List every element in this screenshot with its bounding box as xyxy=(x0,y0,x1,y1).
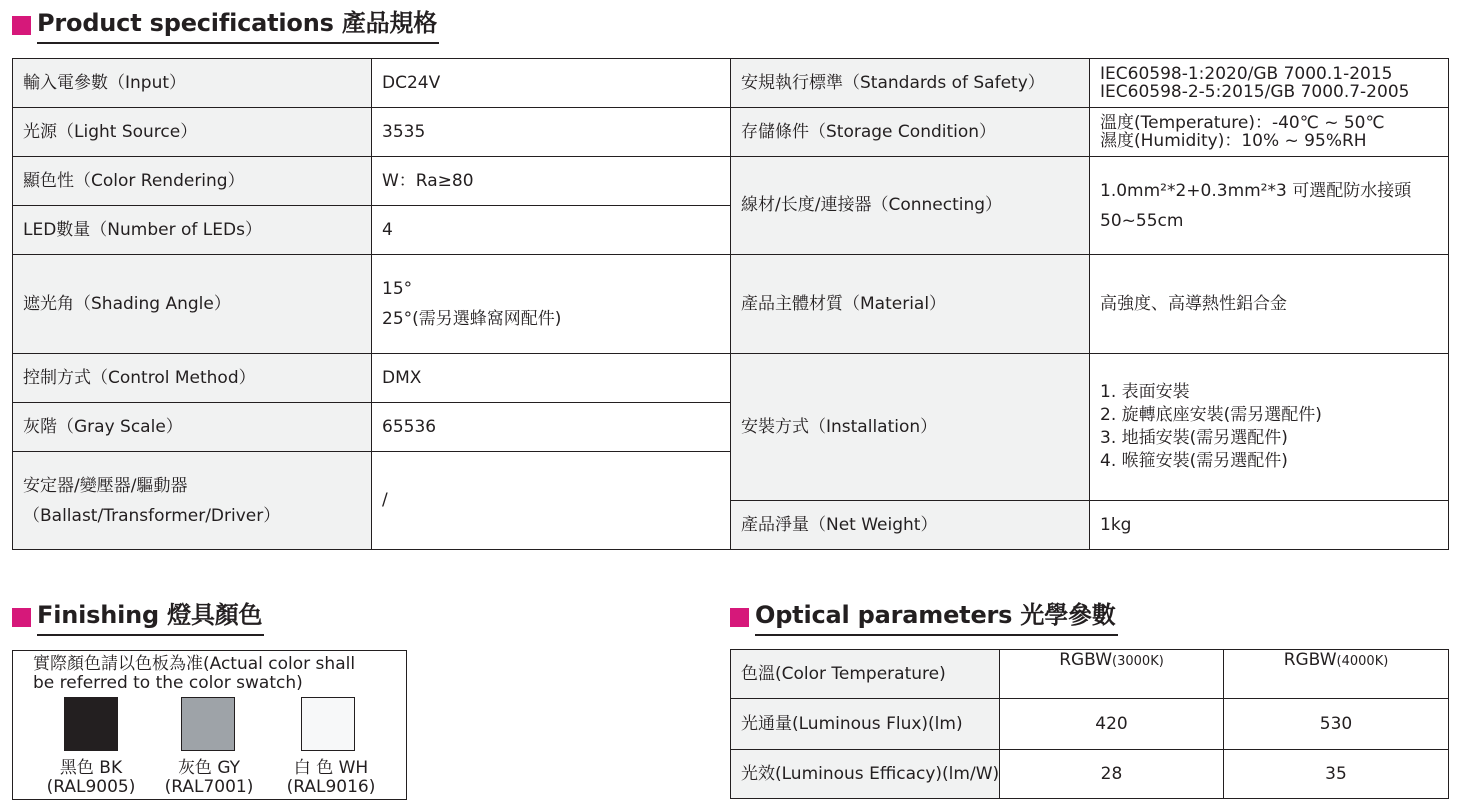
installation-item: 3. 地插安裝(需另選配件) xyxy=(1100,428,1288,448)
input-value: DC24V xyxy=(371,58,731,108)
installation-label: 安裝方式（Installation） xyxy=(730,353,1090,501)
storage-value: 溫度(Temperature)：-40℃ ~ 50℃ 濕度(Humidity)：10% ~ 95%RH xyxy=(1089,107,1449,157)
driver-value: / xyxy=(371,451,731,550)
swatch-gray xyxy=(181,697,235,751)
installation-item: 2. 旋轉底座安裝(需另選配件) xyxy=(1100,405,1322,425)
optical-flux-v1: 420 xyxy=(999,698,1224,750)
input-label: 輸入電參數（Input） xyxy=(12,58,372,108)
installation-value xyxy=(1089,353,1449,501)
optical-efficacy-label: 光效(Luminous Efficacy)(lm/W) xyxy=(730,749,1000,799)
heading-marker xyxy=(12,16,31,35)
light-source-value: 3535 xyxy=(371,107,731,157)
optical-efficacy-v2: 35 xyxy=(1223,749,1449,799)
safety-value: IEC60598-1:2020/GB 7000.1-2015 IEC60598-2-5:2015/GB 7000.7-2005 xyxy=(1089,58,1449,108)
driver-label: 安定器/變壓器/驅動器 （Ballast/Transformer/Driver） xyxy=(12,451,372,550)
connecting-label: 線材/长度/連接器（Connecting） xyxy=(730,156,1090,255)
control-label: 控制方式（Control Method） xyxy=(12,353,372,403)
swatch-gray-label: 灰色 GY (RAL7001) xyxy=(164,758,254,797)
swatch-white-label: 白 色 WH (RAL9016) xyxy=(286,758,376,797)
optical-flux-label: 光通量(Luminous Flux)(lm) xyxy=(730,698,1000,750)
finishing-box xyxy=(12,650,407,800)
shading-label: 遮光角（Shading Angle） xyxy=(12,254,372,354)
connecting-value: 1.0mm²*2+0.3mm²*3 可選配防水接頭 50~55cm xyxy=(1089,156,1449,255)
finishing-title: Finishing 燈具顏色 xyxy=(37,598,264,636)
material-label: 產品主體材質（Material） xyxy=(730,254,1090,354)
swatch-black-label: 黑色 BK (RAL9005) xyxy=(46,758,136,797)
gray-label: 灰階（Gray Scale） xyxy=(12,402,372,452)
optical-col-1-header: RGBW (3000K) xyxy=(999,649,1224,699)
storage-label: 存儲條件（Storage Condition） xyxy=(730,107,1090,157)
material-value: 高強度、高導熱性鋁合金 xyxy=(1089,254,1449,354)
light-source-label: 光源（Light Source） xyxy=(12,107,372,157)
specs-title: Product specifications 產品規格 xyxy=(37,6,439,44)
safety-label: 安規執行標準（Standards of Safety） xyxy=(730,58,1090,108)
finishing-heading xyxy=(12,598,264,636)
swatch-white xyxy=(301,697,355,751)
optical-title: Optical parameters 光學參數 xyxy=(755,598,1118,636)
heading-marker xyxy=(730,608,749,627)
optical-cct-label: 色溫(Color Temperature) xyxy=(730,649,1000,699)
leds-label: LED數量（Number of LEDs） xyxy=(12,205,372,255)
optical-col-2-header: RGBW (4000K) xyxy=(1223,649,1449,699)
shading-value: 15° 25°(需另選蜂窩网配件) xyxy=(371,254,731,354)
color-rendering-value: W：Ra≥80 xyxy=(371,156,731,206)
color-rendering-label: 顯色性（Color Rendering） xyxy=(12,156,372,206)
control-value: DMX xyxy=(371,353,731,403)
optical-flux-v2: 530 xyxy=(1223,698,1449,750)
optical-heading xyxy=(730,598,1118,636)
leds-value: 4 xyxy=(371,205,731,255)
heading-marker xyxy=(12,608,31,627)
weight-value: 1kg xyxy=(1089,500,1449,550)
finishing-note: 實際顏色請以色板為准(Actual color shall be referred to the color swatch) xyxy=(33,654,356,693)
weight-label: 產品淨量（Net Weight） xyxy=(730,500,1090,550)
gray-value: 65536 xyxy=(371,402,731,452)
specs-heading xyxy=(12,6,439,44)
installation-item: 4. 喉箍安裝(需另選配件) xyxy=(1100,451,1288,471)
installation-item: 1. 表面安裝 xyxy=(1100,382,1190,402)
optical-efficacy-v1: 28 xyxy=(999,749,1224,799)
swatch-black xyxy=(64,697,118,751)
